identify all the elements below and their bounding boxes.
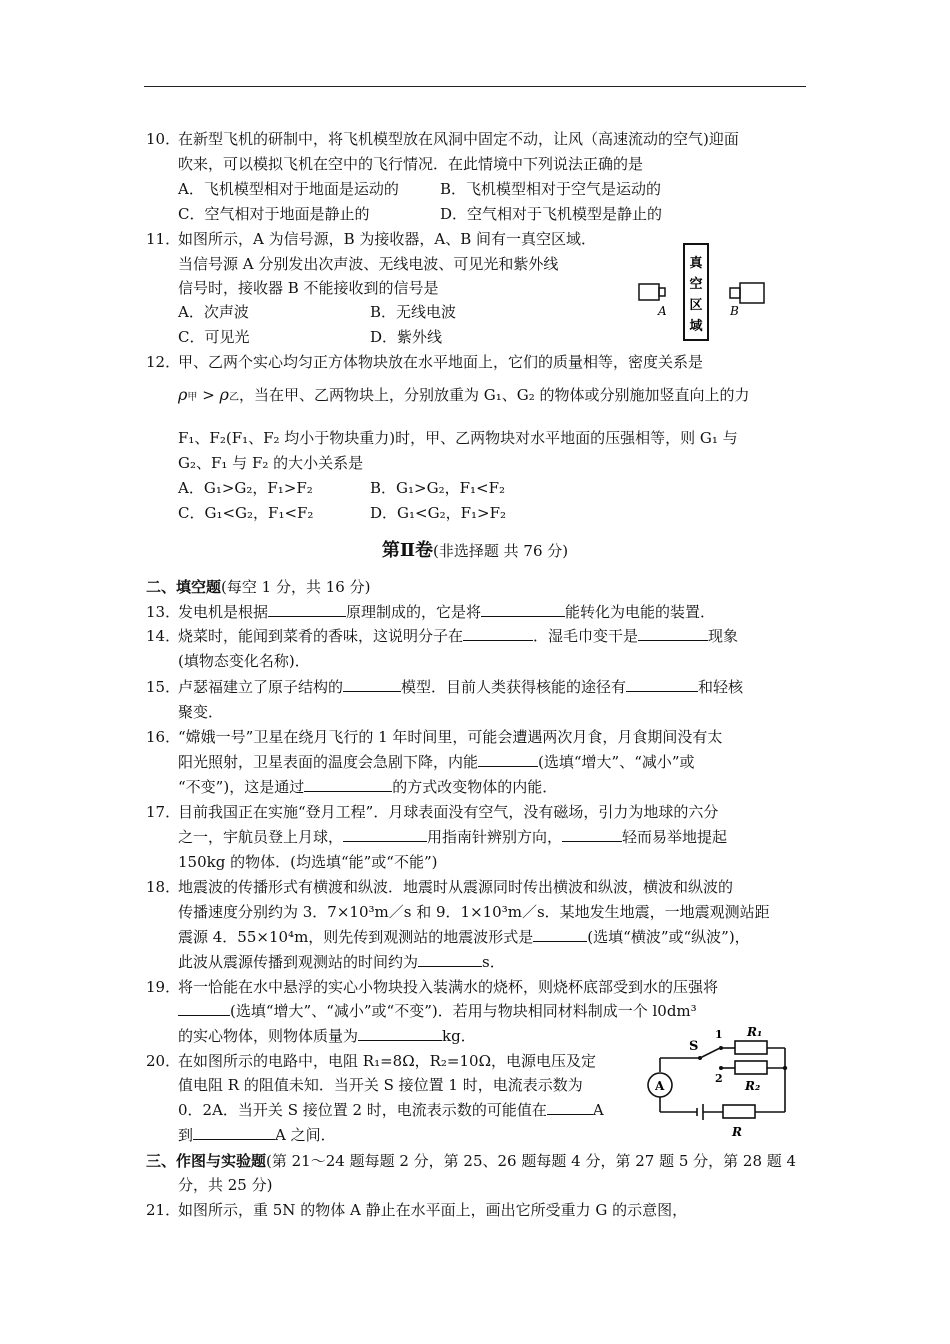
r1-label: R₁ xyxy=(747,1025,763,1039)
q20-blank-2 xyxy=(193,1125,275,1140)
section3-line2: 分，共 25 分) xyxy=(178,1176,273,1194)
q15-number: 15． xyxy=(146,678,181,696)
q20-blank-1 xyxy=(547,1100,593,1115)
q16-line1: “嫦娥一号”卫星在绕月飞行的 1 年时间里，可能会遭遇两次月食，月食期间没有太 xyxy=(178,728,723,746)
q19-line3: 的实心物体，则物体质量为 kg． xyxy=(178,1027,476,1045)
q13-line1: 发电机是根据 原理制成的，它是将 能转化为电能的装置． xyxy=(178,603,716,621)
resistor-r xyxy=(723,1105,755,1118)
q12-option-c: C．G₁<G₂，F₁<F₂ xyxy=(178,504,314,522)
section2-heading: 二、填空题(每空 1 分，共 16 分) xyxy=(146,578,371,596)
q15-line2: 聚变． xyxy=(178,703,224,721)
q10-option-a: A．飞机模型相对于地面是运动的 xyxy=(178,180,399,198)
q11-option-a: A．次声波 xyxy=(178,303,249,321)
q19-blank-2 xyxy=(358,1026,442,1041)
vacuum-char-1: 真 xyxy=(689,256,703,271)
circuit-diagram xyxy=(645,1020,795,1142)
receiver-b xyxy=(730,288,740,298)
q13-number: 13． xyxy=(146,603,181,621)
q17-number: 17． xyxy=(146,803,181,821)
q13-blank-1 xyxy=(268,602,346,617)
resistor-r2 xyxy=(735,1061,767,1074)
q11-line3: 信号时，接收器 B 不能接收到的信号是 xyxy=(178,279,439,297)
q18-blank-1 xyxy=(533,927,587,942)
q14-blank-2 xyxy=(638,626,708,641)
q21-number: 21． xyxy=(146,1201,181,1219)
q19-line2: (选填“增大”、“减小”或“不变”)．若用与物块相同材料制成一个 l0dm³ xyxy=(178,1001,697,1021)
label-b: B xyxy=(730,304,739,318)
q19-line1: 将一恰能在水中悬浮的实心小物块投入装满水的烧杯，则烧杯底部受到水的压强将 xyxy=(178,978,719,996)
q20-line3: 0．2A．当开关 S 接位置 2 时，电流表示数的可能值在 A xyxy=(178,1101,604,1119)
q12-option-b: B．G₁>G₂，F₁<F₂ xyxy=(370,479,505,497)
q15-blank-1 xyxy=(343,677,401,692)
q16-blank-2 xyxy=(304,777,392,792)
vacuum-char-3: 区 xyxy=(689,298,703,313)
resistor-r1 xyxy=(735,1041,767,1054)
q15-blank-2 xyxy=(626,677,698,692)
q12-option-a: A．G₁>G₂，F₁>F₂ xyxy=(178,479,313,497)
q13-blank-2 xyxy=(481,602,565,617)
q10-number: 10． xyxy=(146,130,181,148)
q16-line3: “不变”)，这是通过 的方式改变物体的内能． xyxy=(178,778,558,796)
q14-blank-1 xyxy=(463,626,533,641)
ammeter-label: A xyxy=(655,1079,665,1093)
label-a: A xyxy=(658,304,667,318)
q12-line4: G₂、F₁ 与 F₂ 的大小关系是 xyxy=(178,454,364,472)
q11-number: 11． xyxy=(146,230,181,248)
q14-number: 14． xyxy=(146,627,181,645)
q16-number: 16． xyxy=(146,728,181,746)
q10-option-b: B．飞机模型相对于空气是运动的 xyxy=(440,180,662,198)
vacuum-region-figure xyxy=(632,240,782,345)
q18-number: 18． xyxy=(146,878,181,896)
q10-option-d: D．空气相对于飞机模型是静止的 xyxy=(440,205,663,223)
q16-line2: 阳光照射，卫星表面的温度会急剧下降，内能 (选填“增大”、“减小”或 xyxy=(178,753,695,771)
q20-line2: 值电阻 R 的阻值未知．当开关 S 接位置 1 时，电流表示数为 xyxy=(178,1076,583,1094)
q14-line1: 烧菜时，能闻到菜肴的香味，这说明分子在 ．湿毛巾变干是 现象 xyxy=(178,627,739,645)
q10-line2: 吹来，可以模拟飞机在空中的飞行情况．在此情境中下列说法正确的是 xyxy=(178,155,644,173)
q12-line2: ρ甲 > ρ乙，当在甲、乙两物块上，分别放重为 G₁、G₂ 的物体或分别施加竖直向上的力 xyxy=(178,385,750,404)
q11-line1: 如图所示，A 为信号源，B 为接收器，A、B 间有一真空区域． xyxy=(178,230,597,248)
q17-blank-2 xyxy=(562,827,622,842)
q12-option-d: D．G₁<G₂，F₁>F₂ xyxy=(370,504,506,522)
q14-line2: (填物态变化名称)． xyxy=(178,652,310,670)
header-rule xyxy=(144,86,806,87)
q18-line2: 传播速度分别约为 3．7×10³m／s 和 9．1×10³m／s．某地发生地震，一地震观测站距 xyxy=(178,903,770,921)
q12-line1: 甲、乙两个实心均匀正方体物块放在水平地面上，它们的质量相等，密度关系是 xyxy=(178,353,704,371)
q10-option-c: C．空气相对于地面是静止的 xyxy=(178,205,370,223)
contact-1-label: 1 xyxy=(715,1028,723,1041)
contact-2-label: 2 xyxy=(715,1072,723,1085)
q21-line1: 如图所示，重 5N 的物体 A 静止在水平面上，画出它所受重力 G 的示意图， xyxy=(178,1201,688,1219)
q17-line1: 目前我国正在实施“登月工程”．月球表面没有空气，没有磁场，引力为地球的六分 xyxy=(178,803,719,821)
section3-heading: 三、作图与实验题(第 21～24 题每题 2 分，第 25、26 题每题 4 分，第 27 题 5 分，第 28 题 4 xyxy=(146,1152,797,1170)
q20-number: 20． xyxy=(146,1052,181,1070)
r2-label: R₂ xyxy=(745,1079,761,1093)
q18-line1: 地震波的传播形式有横渡和纵波．地震时从震源同时传出横波和纵波，横波和纵波的 xyxy=(178,878,734,896)
q12-line3: F₁、F₂(F₁、F₂ 均小于物块重力)时，甲、乙两物块对水平地面的压强相等，则 G₁ 与 xyxy=(178,429,738,447)
q20-line1: 在如图所示的电路中，电阻 R₁=8Ω，R₂=10Ω，电源电压及定 xyxy=(178,1052,597,1070)
q18-line3: 震源 4．55×10⁴m，则先传到观测站的地震波形式是 (选填“横波”或“纵波”)， xyxy=(178,928,750,946)
q10-line1: 在新型飞机的研制中，将飞机模型放在风洞中固定不动，让风（高速流动的空气)迎面 xyxy=(178,130,739,148)
q11-option-c: C．可见光 xyxy=(178,328,250,346)
switch-label: S xyxy=(689,1039,699,1054)
q11-option-d: D．紫外线 xyxy=(370,328,443,346)
q12-number: 12． xyxy=(146,353,181,371)
q19-blank-1 xyxy=(178,1001,230,1016)
q20-line4: 到 A 之间． xyxy=(178,1126,336,1144)
r-label: R xyxy=(732,1125,742,1139)
part2-title: 第Ⅱ卷(非选择题 共 76 分) xyxy=(381,540,569,561)
vacuum-char-2: 空 xyxy=(689,277,703,292)
signal-source-a xyxy=(639,284,659,300)
q17-line3: 150kg 的物体．(均选填“能”或“不能”) xyxy=(178,853,438,871)
q19-number: 19． xyxy=(146,978,181,996)
vacuum-char-4: 域 xyxy=(689,319,703,334)
q11-line2: 当信号源 A 分别发出次声波、无线电波、可见光和紫外线 xyxy=(178,255,559,273)
q15-line1: 卢瑟福建立了原子结构的 模型．目前人类获得核能的途径有 和轻核 xyxy=(178,678,744,696)
q18-line4: 此波从震源传播到观测站的时间约为 s． xyxy=(178,953,505,971)
q18-blank-2 xyxy=(418,952,482,967)
q17-line2: 之一，宇航员登上月球， 用指南针辨别方向， 轻而易举地提起 xyxy=(178,828,728,846)
q16-blank-1 xyxy=(478,752,538,767)
q11-option-b: B．无线电波 xyxy=(370,303,457,321)
q17-blank-1 xyxy=(343,827,427,842)
